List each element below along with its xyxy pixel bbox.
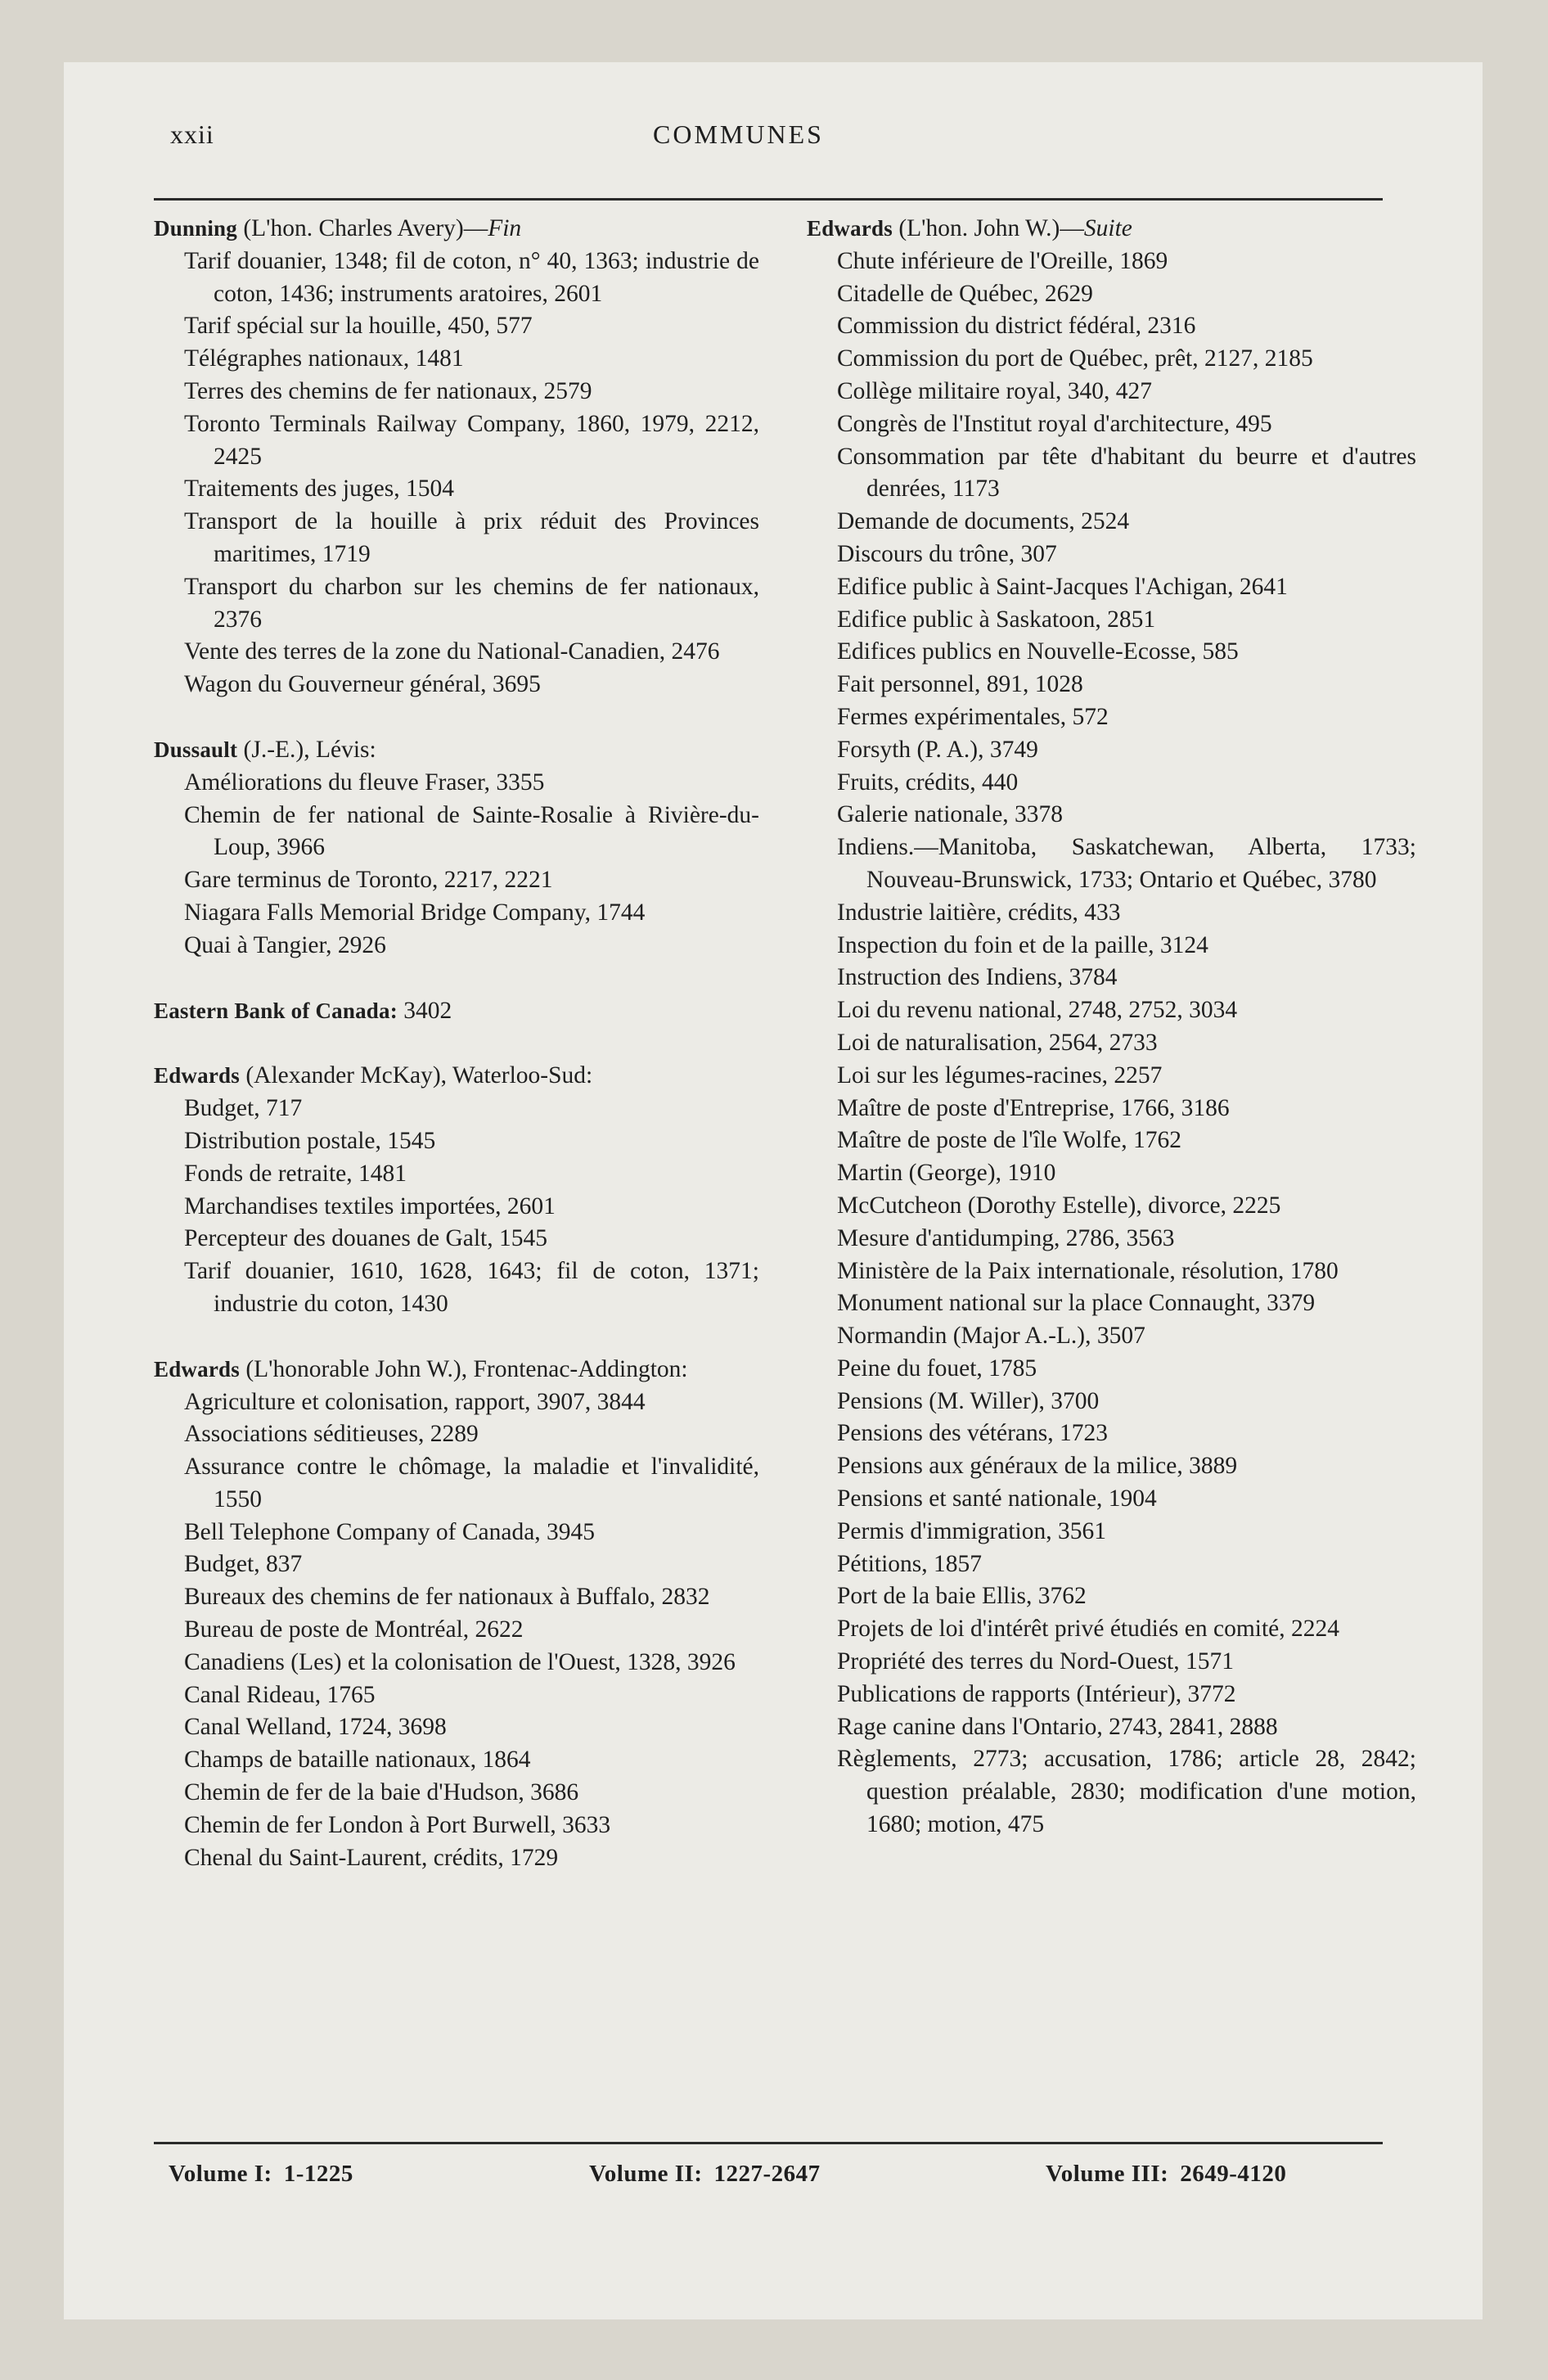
subentry: Ministère de la Paix internationale, résolution, 1780 [837, 1257, 1339, 1284]
subentry: McCutcheon (Dorothy Estelle), divorce, 2225 [837, 1192, 1281, 1219]
running-title: COMMUNES [653, 119, 824, 149]
subentry: Publications de rapports (Intérieur), 3772 [837, 1680, 1236, 1707]
entry-heading [154, 734, 759, 767]
subentry: Congrès de l'Institut royal d'architecture, 495 [837, 410, 1272, 437]
entry-heading [154, 1354, 759, 1386]
entry-continuation: Fin [488, 215, 522, 241]
volume-range: 1227-2647 [713, 2161, 821, 2187]
subentry: Canal Welland, 1724, 3698 [184, 1714, 447, 1741]
subentry: Maître de poste d'Entreprise, 1766, 3186 [837, 1094, 1230, 1121]
volume-label: Volume I: [169, 2161, 272, 2187]
index-entry [154, 213, 759, 701]
subentry: Edifices publics en Nouvelle-Ecosse, 585 [837, 638, 1239, 665]
entry-name: Eastern Bank of Canada: [154, 998, 398, 1023]
subentry: Bureaux des chemins de fer nationaux à Buffalo, 2832 [184, 1584, 710, 1611]
index-entry [154, 734, 759, 962]
subentry: Fait personnel, 891, 1028 [837, 671, 1083, 698]
subentry: Pensions et santé nationale, 1904 [837, 1485, 1157, 1512]
subentry: Budget, 837 [184, 1551, 303, 1578]
entry-heading [154, 1060, 759, 1093]
entry-detail: (L'hon. Charles Avery)— [236, 215, 488, 241]
header-rule [154, 198, 1383, 201]
subentry: Traitements des juges, 1504 [184, 476, 454, 503]
subentry: Chute inférieure de l'Oreille, 1869 [837, 247, 1168, 274]
footer-volume-2 [589, 2161, 821, 2188]
subentry: Chenal du Saint-Laurent, crédits, 1729 [184, 1844, 559, 1871]
subentry: Tarif douanier, 1610, 1628, 1643; fil de coton, 1371; industrie du coton, 1430 [184, 1258, 759, 1317]
subentry: Discours du trône, 307 [837, 540, 1057, 567]
entry-detail: (L'hon. John W.)— [892, 215, 1084, 241]
subentry: Terres des chemins de fer nationaux, 2579 [184, 377, 592, 404]
footer-volume-3 [1046, 2161, 1286, 2188]
subentry: Gare terminus de Toronto, 2217, 2221 [184, 867, 553, 894]
entry-detail: (L'honorable John W.), Frontenac-Addington: [239, 1355, 688, 1382]
subentry: Distribution postale, 1545 [184, 1127, 436, 1154]
entry-detail: (J.-E.), Lévis: [237, 736, 376, 763]
index-entry [154, 1354, 759, 1875]
index-entry [154, 995, 759, 1028]
index-page [64, 62, 1483, 2319]
entry-name: Edwards [154, 1063, 240, 1089]
subentry: Fruits, crédits, 440 [837, 769, 1019, 796]
subentry: Rage canine dans l'Ontario, 2743, 2841, 2888 [837, 1713, 1278, 1740]
subentry: Indiens.—Manitoba, Saskatchewan, Alberta, 1733; Nouveau-Brunswick, 1733; Ontario et Québec, 3780 [837, 834, 1416, 893]
entry-name: Dussault [154, 737, 238, 762]
subentry: Chemin de fer de la baie d'Hudson, 3686 [184, 1779, 579, 1806]
subentry: Améliorations du fleuve Fraser, 3355 [184, 769, 545, 796]
subentry: Loi du revenu national, 2748, 2752, 3034 [837, 997, 1238, 1024]
subentry: Assurance contre le chômage, la maladie et l'invalidité, 1550 [184, 1454, 759, 1512]
left-column [154, 213, 759, 1874]
page-number: xxii [170, 119, 214, 149]
subentry: Normandin (Major A.-L.), 3507 [837, 1323, 1145, 1350]
subentry: Edifice public à Saskatoon, 2851 [837, 606, 1156, 633]
subentry: Port de la baie Ellis, 3762 [837, 1583, 1087, 1610]
volume-label: Volume III: [1046, 2161, 1169, 2187]
entry-name: Edwards [807, 216, 893, 241]
subentry: Fonds de retraite, 1481 [184, 1160, 407, 1187]
subentry: Toronto Terminals Railway Company, 1860, 1979, 2212, 2425 [184, 410, 759, 470]
subentry: Associations séditieuses, 2289 [184, 1421, 479, 1448]
subentry: Consommation par tête d'habitant du beurre et d'autres denrées, 1173 [837, 443, 1416, 503]
subentry: Transport de la houille à prix réduit des Provinces maritimes, 1719 [184, 508, 759, 567]
subentry: Agriculture et colonisation, rapport, 3907, 3844 [184, 1388, 646, 1415]
subentry: Forsyth (P. A.), 3749 [837, 736, 1038, 763]
index-entry [807, 213, 1416, 1841]
subentry: Wagon du Gouverneur général, 3695 [184, 671, 541, 698]
subentry: Télégraphes nationaux, 1481 [184, 345, 464, 372]
right-column [807, 213, 1416, 1841]
subentry: Loi sur les légumes-racines, 2257 [837, 1062, 1163, 1089]
subentry: Pensions (M. Willer), 3700 [837, 1387, 1100, 1414]
subentry: Loi de naturalisation, 2564, 2733 [837, 1029, 1158, 1056]
subentry: Martin (George), 1910 [837, 1160, 1056, 1187]
subentry: Propriété des terres du Nord-Ouest, 1571 [837, 1648, 1234, 1675]
subentry: Commission du port de Québec, prêt, 2127, 2185 [837, 345, 1313, 372]
volume-range: 2649-4120 [1180, 2161, 1287, 2187]
subentry: Commission du district fédéral, 2316 [837, 313, 1196, 340]
index-entry [154, 1060, 759, 1320]
subentry: Vente des terres de la zone du National-Canadien, 2476 [184, 638, 720, 665]
subentry: Permis d'immigration, 3561 [837, 1517, 1106, 1544]
subentry: Citadelle de Québec, 2629 [837, 280, 1093, 307]
subentry: Règlements, 2773; accusation, 1786; article 28, 2842; question préalable, 2830; modification d'une motion, 1680; motion, 475 [837, 1746, 1416, 1838]
subentry: Pensions des vétérans, 1723 [837, 1420, 1109, 1447]
subentry: Pétitions, 1857 [837, 1550, 983, 1577]
subentry: Bell Telephone Company of Canada, 3945 [184, 1518, 596, 1545]
volume-label: Volume II: [589, 2161, 703, 2187]
entry-heading [807, 213, 1416, 246]
subentry: Champs de bataille nationaux, 1864 [184, 1747, 531, 1774]
subentry: Tarif douanier, 1348; fil de coton, n° 40, 1363; industrie de coton, 1436; instruments aratoires, 2601 [184, 247, 759, 307]
subentry: Budget, 717 [184, 1095, 303, 1122]
subentry: Monument national sur la place Connaught, 3379 [837, 1290, 1316, 1317]
subentry: Pensions aux généraux de la milice, 3889 [837, 1453, 1238, 1480]
subentry: Mesure d'antidumping, 2786, 3563 [837, 1224, 1175, 1251]
subentry: Projets de loi d'intérêt privé étudiés en comité, 2224 [837, 1616, 1340, 1643]
subentry: Canadiens (Les) et la colonisation de l'Ouest, 1328, 3926 [184, 1648, 736, 1675]
subentry: Galerie nationale, 3378 [837, 801, 1064, 828]
entry-name: Dunning [154, 216, 237, 241]
subentry: Maître de poste de l'île Wolfe, 1762 [837, 1127, 1182, 1154]
subentry: Inspection du foin et de la paille, 3124 [837, 931, 1208, 958]
subentry: Transport du charbon sur les chemins de fer nationaux, 2376 [184, 573, 759, 633]
entry-name: Edwards [154, 1356, 240, 1382]
subentry: Fermes expérimentales, 572 [837, 703, 1109, 730]
entry-heading [154, 995, 759, 1028]
subentry: Tarif spécial sur la houille, 450, 577 [184, 313, 533, 340]
subentry: Quai à Tangier, 2926 [184, 931, 386, 958]
subentry: Canal Rideau, 1765 [184, 1681, 376, 1708]
footer-rule [154, 2142, 1383, 2144]
subentry: Demande de documents, 2524 [837, 508, 1130, 535]
volume-range: 1-1225 [283, 2161, 353, 2187]
subentry: Chemin de fer national de Sainte-Rosalie à Rivière-du-Loup, 3966 [184, 801, 759, 861]
subentry: Instruction des Indiens, 3784 [837, 964, 1118, 991]
entry-heading [154, 213, 759, 246]
subentry: Industrie laitière, crédits, 433 [837, 899, 1121, 926]
entry-detail: 3402 [397, 997, 452, 1024]
subentry: Edifice public à Saint-Jacques l'Achigan, 2641 [837, 573, 1288, 600]
subentry: Collège militaire royal, 340, 427 [837, 377, 1153, 404]
footer-volume-1 [169, 2161, 353, 2188]
subentry: Marchandises textiles importées, 2601 [184, 1192, 556, 1219]
page-header [64, 119, 1483, 169]
entry-detail: (Alexander McKay), Waterloo-Sud: [239, 1062, 593, 1089]
subentry: Peine du fouet, 1785 [837, 1355, 1037, 1382]
subentry: Bureau de poste de Montréal, 2622 [184, 1616, 524, 1643]
subentry: Chemin de fer London à Port Burwell, 3633 [184, 1811, 611, 1838]
entry-continuation: Suite [1083, 215, 1132, 241]
subentry: Percepteur des douanes de Galt, 1545 [184, 1225, 547, 1252]
subentry: Niagara Falls Memorial Bridge Company, 1744 [184, 899, 646, 926]
